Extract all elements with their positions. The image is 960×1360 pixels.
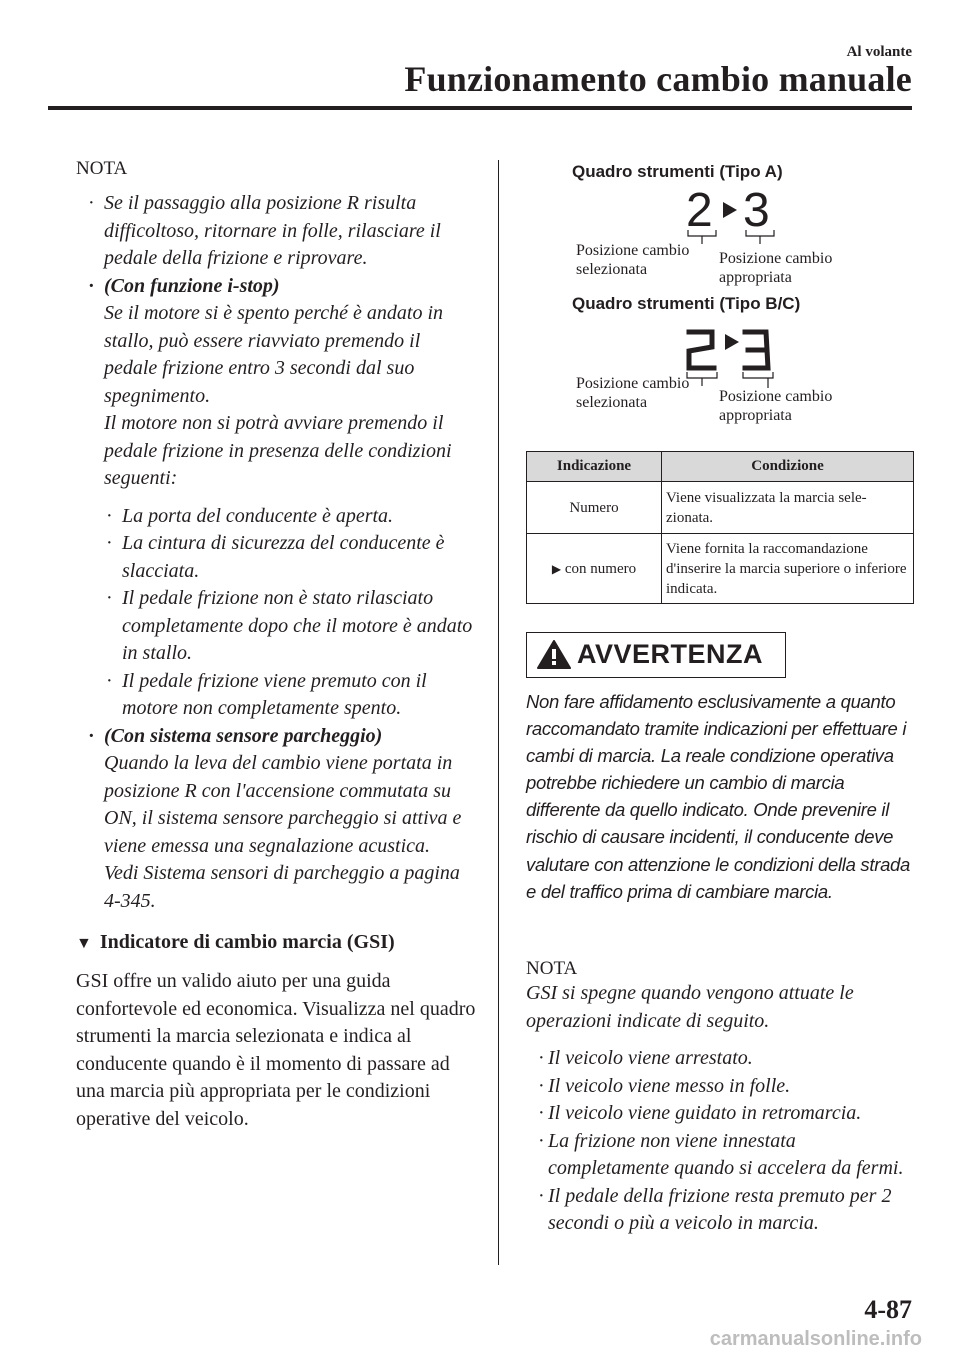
left-column bbox=[76, 158, 476, 1133]
note-item: · Il pedale della frizione resta premuto per 2 secondi o più a veicolo in marcia. bbox=[526, 1183, 916, 1238]
column-header: Condizione bbox=[662, 452, 914, 482]
table-cell: ▶ con numero bbox=[527, 534, 662, 604]
diagram-title-type-a: Quadro strumenti (Tipo A) bbox=[572, 162, 783, 181]
arrow-icon: ▶ bbox=[551, 561, 562, 576]
table-row bbox=[527, 534, 914, 604]
note-bullet-istop-heading: · (Con funzione i-stop) bbox=[76, 273, 476, 301]
running-header-section: Al volante bbox=[846, 44, 912, 60]
upshift-arrow-icon bbox=[723, 202, 737, 218]
note-item: · Il veicolo viene arrestato. bbox=[526, 1045, 916, 1073]
nota-label: NOTA bbox=[76, 158, 128, 179]
parking-text-1: Quando la leva del cambio viene portata in posizione R con l'accensione commutata su ON, il sistema sensore parcheggio si attiva e viene emessa una segnalazione acustica. bbox=[104, 752, 462, 857]
recommended-gear-segment-digit bbox=[745, 332, 768, 368]
page-title: Funzionamento cambio manuale bbox=[404, 59, 912, 99]
selected-gear-digit-type-a: 2 bbox=[686, 184, 713, 237]
warning-label: AVVERTENZA bbox=[577, 639, 764, 669]
gsi-note bbox=[526, 958, 916, 1238]
section-title: Indicatore di cambio marcia (GSI) bbox=[99, 931, 395, 953]
note-item: · Il veicolo viene messo in folle. bbox=[526, 1073, 916, 1101]
condition-item: · La cintura di sicurezza del conducente è slacciata. bbox=[76, 530, 476, 585]
istop-text-1: Se il motore si è spento perché è andato in stallo, può essere riavviato premendo il pedale frizione entro 3 secondi dal suo spegnimento. bbox=[104, 302, 444, 407]
table-cell: Viene fornita la raccomandazione d'inserire la marcia superiore o inferiore indicata. bbox=[662, 534, 914, 604]
note-intro: GSI si spegne quando vengono attuate le operazioni indicate di seguito. bbox=[526, 982, 854, 1032]
istop-text-2: Il motore non si potrà avviare premendo il pedale frizione in presenza delle condizioni seguenti: bbox=[104, 412, 452, 489]
table-cell: Numero bbox=[527, 482, 662, 534]
condition-item: · La porta del conducente è aperta. bbox=[76, 503, 476, 531]
upshift-arrow-icon bbox=[725, 334, 739, 350]
note-bullet-parking-heading: · (Con sistema sensore parcheggio) bbox=[76, 723, 476, 751]
header-rule bbox=[48, 106, 912, 110]
gsi-indication-table bbox=[526, 451, 914, 604]
note-bullet-reverse: · Se il passaggio alla posizione R risulta difficoltoso, ritornare in folle, rilasciare il pedale della frizione e riprovare. bbox=[76, 190, 476, 273]
condition-item: · Il pedale frizione viene premuto con il motore non completamente spento. bbox=[76, 668, 476, 723]
warning-text: Non fare affidamento esclusivamente a quanto raccomandato tramite indicazioni per effettuare i cambi di marcia. La reale condizione operativa potrebbe richiedere un cambio di marcia differente da quello indicato. Onde prevenire il rischio di causare incidenti, il conducente deve valutare con attenzione le condizioni della strada e del traffico prima di cambiare marcia. bbox=[526, 691, 911, 902]
table-row bbox=[527, 482, 914, 534]
section-body: GSI offre un valido aiuto per una guida confortevole ed economica. Visualizza nel quadro strumenti la marcia selezionata e indica al conducente quando è il momento di passare ad una marcia più appropriata per le condizioni operative del veicolo. bbox=[76, 970, 476, 1130]
label-recommended-type-bc: Posizione cambio appropriata bbox=[719, 388, 833, 424]
section-heading bbox=[76, 931, 476, 954]
watermark: carmanualsonline.info bbox=[709, 1328, 922, 1350]
warning-box bbox=[526, 632, 786, 678]
label-selected-type-a: Posizione cambio selezionata bbox=[576, 242, 690, 278]
label-recommended-type-a: Posizione cambio appropriata bbox=[719, 250, 833, 286]
diagram-title-type-bc: Quadro strumenti (Tipo B/C) bbox=[572, 294, 801, 313]
column-header: Indicazione bbox=[527, 452, 662, 482]
parking-text-2: Vedi Sistema sensori di parcheggio a pagina 4-345. bbox=[104, 862, 460, 912]
recommended-gear-digit-type-a: 3 bbox=[743, 184, 770, 237]
page-number: 4-87 bbox=[864, 1295, 912, 1324]
table-header-row bbox=[527, 452, 914, 482]
section-marker-icon: ▼ bbox=[76, 935, 92, 952]
column-divider bbox=[498, 160, 499, 1265]
note-item: · La frizione non viene innestata completamente quando si accelera da fermi. bbox=[526, 1128, 916, 1183]
warning-triangle-icon bbox=[537, 639, 571, 669]
selected-gear-segment-digit bbox=[689, 332, 714, 368]
condition-item: · Il pedale frizione non è stato rilasciato completamente dopo che il motore è andato in stallo. bbox=[76, 585, 476, 668]
note-item: · Il veicolo viene guidato in retromarcia. bbox=[526, 1100, 916, 1128]
table-cell: Viene visualizzata la marcia sele-zionata. bbox=[662, 482, 914, 534]
nota-label: NOTA bbox=[526, 958, 578, 979]
label-selected-type-bc: Posizione cambio selezionata bbox=[576, 375, 690, 411]
